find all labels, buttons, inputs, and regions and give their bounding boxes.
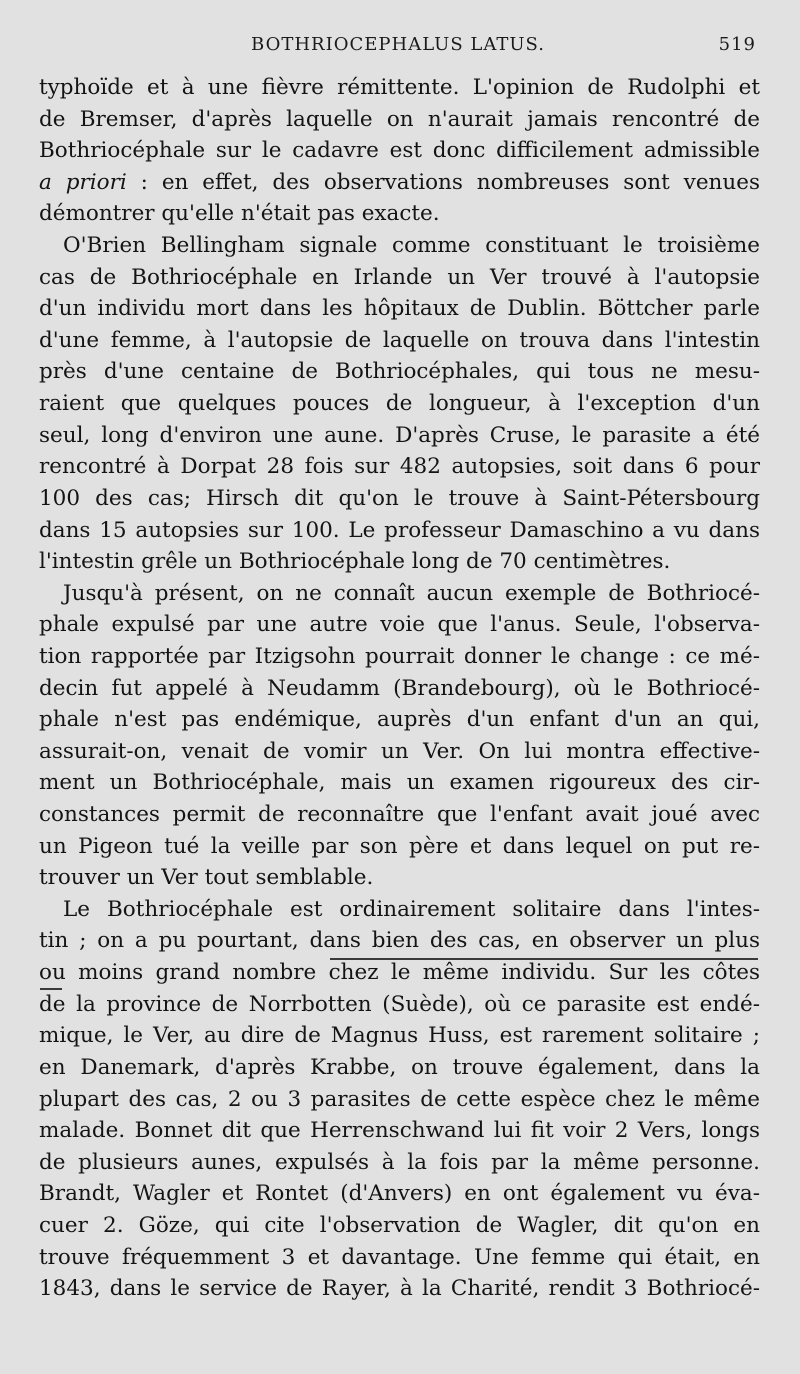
line-text: Bothriocéphale sur le cadavre est donc difficilement admissible: [39, 138, 760, 164]
line-text: en Danemark, d'après Krabbe, on trouve également, dans la: [39, 1054, 760, 1080]
pencil-underline-short: [40, 988, 62, 990]
text-line: [39, 1147, 760, 1179]
text-line: [39, 1210, 760, 1242]
line-text: trouver un Ver tout semblable.: [39, 865, 374, 891]
text-line: [39, 925, 760, 957]
text-line: [39, 483, 760, 515]
text-line: [39, 293, 760, 325]
line-text: decin fut appelé à Neudamm (Brandebourg), où le Bothriocé-: [39, 675, 760, 701]
text-line: [39, 198, 760, 230]
line-text: dans 15 autopsies sur 100. Le professeur Damaschino a vu dans: [39, 517, 760, 543]
text-line: [39, 989, 760, 1021]
text-line: [39, 1242, 760, 1274]
line-text: : en effet, des observations nombreuses sont venues: [126, 169, 760, 195]
text-line: [39, 862, 760, 894]
line-text: l'intestin grêle un Bothriocéphale long de 70 centimètres.: [39, 549, 671, 575]
text-line: [39, 1115, 760, 1147]
body-text: [39, 72, 760, 1305]
line-text: ou moins grand nombre chez le même individu. Sur les côtes: [39, 960, 760, 986]
text-line: [39, 894, 760, 926]
text-line: [39, 578, 760, 610]
line-text: ment un Bothriocéphale, mais un examen rigoureux des cir-: [39, 770, 760, 796]
text-line: [39, 609, 760, 641]
text-line: [39, 420, 760, 452]
text-line: [39, 957, 760, 989]
page-header: [40, 34, 756, 64]
line-text: d'une femme, à l'autopsie de laquelle on trouva dans l'intestin: [39, 327, 760, 353]
text-line: [39, 704, 760, 736]
text-line: [39, 1178, 760, 1210]
text-line: [39, 135, 760, 167]
line-text: constances permit de reconnaître que l'enfant avait joué avec: [39, 802, 760, 828]
line-text: typhoïde et à une fièvre rémittente. L'opinion de Rudolphi et: [39, 75, 760, 100]
line-text: d'un individu mort dans les hôpitaux de Dublin. Böttcher parle: [39, 296, 760, 322]
text-line: [39, 799, 760, 831]
line-text: O'Brien Bellingham signale comme constituant le troisième: [63, 233, 760, 259]
text-line: [39, 767, 760, 799]
running-title: BOTHRIOCEPHALUS LATUS.: [251, 34, 545, 55]
line-text: Jusqu'à présent, on ne connaît aucun exemple de Bothriocé-: [63, 580, 760, 606]
line-text: 1843, dans le service de Rayer, à la Charité, rendit 3 Bothriocé-: [39, 1276, 760, 1302]
text-line: [39, 831, 760, 863]
line-text: seul, long d'environ une aune. D'après Cruse, le parasite a été: [39, 422, 760, 448]
text-line: [39, 736, 760, 768]
text-line: [39, 1020, 760, 1052]
text-line: [39, 1273, 760, 1305]
line-text: Le Bothriocéphale est ordinairement solitaire dans l'intes-: [63, 896, 760, 922]
line-text: démontrer qu'elle n'était pas exacte.: [39, 201, 440, 227]
text-line: [39, 356, 760, 388]
line-text: raient que quelques pouces de longueur, à l'exception d'un: [39, 391, 760, 417]
text-line: [39, 673, 760, 705]
line-text: un Pigeon tué la veille par son père et dans lequel on put re-: [39, 833, 760, 859]
text-line: [39, 1084, 760, 1116]
line-text: tion rapportée par Itzigsohn pourrait donner le change : ce mé-: [39, 643, 760, 669]
text-line: [39, 515, 760, 547]
line-text: malade. Bonnet dit que Herrenschwand lui fit voir 2 Vers, longs: [39, 1118, 760, 1144]
line-text: assurait-on, venait de vomir un Ver. On lui montra effective-: [39, 738, 760, 764]
text-line: [39, 1052, 760, 1084]
text-line: [39, 262, 760, 294]
text-line: [39, 451, 760, 483]
text-line: [39, 388, 760, 420]
line-text: plupart des cas, 2 ou 3 parasites de cette espèce chez le même: [39, 1086, 760, 1112]
pencil-underline: [330, 958, 758, 960]
line-text: cas de Bothriocéphale en Irlande un Ver trouvé à l'autopsie: [39, 264, 760, 290]
line-text: de la province de Norrbotten (Suède), où ce parasite est endé-: [39, 991, 760, 1017]
line-text: près d'une centaine de Bothriocéphales, qui tous ne mesu-: [39, 359, 760, 385]
line-text: phale n'est pas endémique, auprès d'un enfant d'un an qui,: [39, 707, 760, 733]
line-text: mique, le Ver, au dire de Magnus Huss, est rarement solitaire ;: [39, 1023, 760, 1049]
line-text: de Bremser, d'après laquelle on n'aurait jamais rencontré de: [39, 106, 760, 132]
text-line: [39, 325, 760, 357]
text-line: [39, 546, 760, 578]
line-text: trouve fréquemment 3 et davantage. Une femme qui était, en: [39, 1244, 760, 1270]
line-text: de plusieurs aunes, expulsés à la fois par la même personne.: [39, 1149, 760, 1175]
line-text: phale expulsé par une autre voie que l'anus. Seule, l'observa-: [39, 612, 760, 638]
line-text: rencontré à Dorpat 28 fois sur 482 autopsies, soit dans 6 pour: [39, 454, 760, 480]
italic-phrase: a priori: [39, 169, 127, 195]
line-text: tin ; on a pu pourtant, dans bien des cas, en observer un plus: [39, 928, 760, 954]
line-text: 100 des cas; Hirsch dit qu'on le trouve à Saint-Pétersbourg: [39, 485, 760, 511]
text-line: [39, 72, 760, 104]
text-line: [39, 230, 760, 262]
line-text: cuer 2. Göze, qui cite l'observation de Wagler, dit qu'on en: [39, 1212, 760, 1238]
page-number: 519: [718, 34, 756, 55]
text-line: [39, 641, 760, 673]
text-line: [39, 104, 760, 136]
line-text: Brandt, Wagler et Rontet (d'Anvers) en ont également vu éva-: [39, 1181, 760, 1207]
text-line: [39, 167, 760, 199]
